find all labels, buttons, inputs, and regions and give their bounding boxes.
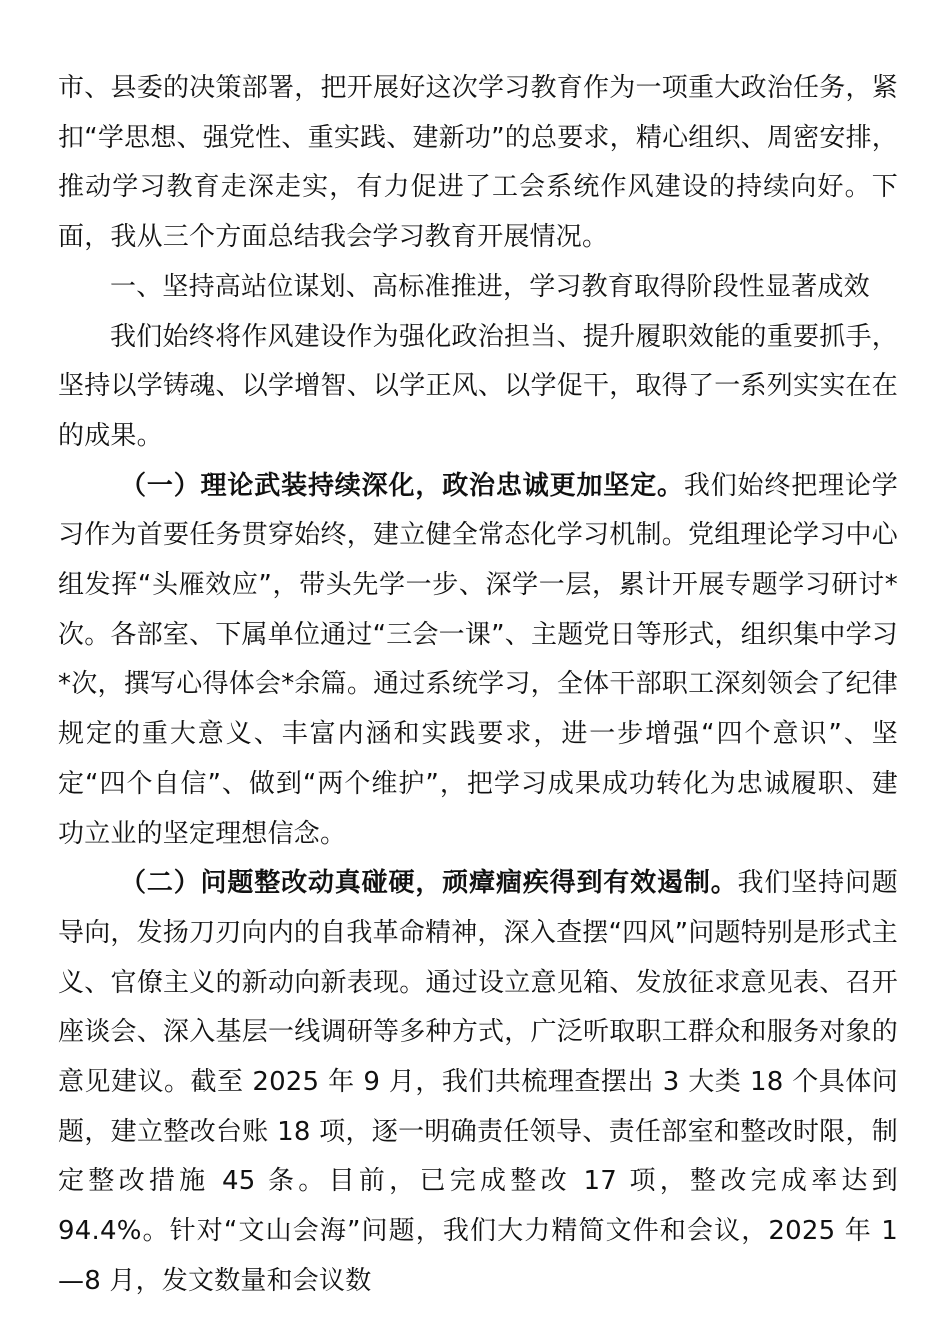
document-page (58, 64, 898, 1307)
subsection-body-1: 我们始终把理论学习作为首要任务贯穿始终，建立健全常态化学习机制。党组理论学习中心组发挥“头雁效应”，带头先学一步、深学一层，累计开展专题学习研讨*次。各部室、下属单位通过“三会一课”、主题党日等形式，组织集中学习*次，撰写心得体会*余篇。通过系统学习，全体干部职工深刻领会了纪律规定的重大意义、丰富内涵和实践要求，进一步增强“四个意识”、坚定“四个自信”、做到“两个维护”，把学习成果成功转化为忠诚履职、建功立业的坚定理想信念。 (58, 470, 898, 849)
section-body-paragraph: 我们始终将作风建设作为强化政治担当、提升履职效能的重要抓手，坚持以学铸魂、以学增智、以学正风、以学促干，取得了一系列实实在在的成果。 (58, 321, 898, 451)
subsection-paragraph-2 (58, 859, 898, 1306)
subsection-paragraph-1 (58, 462, 898, 860)
subsection-title-1: （一）理论武装持续深化，政治忠诚更加坚定。 (120, 470, 684, 501)
subsection-body-2: 我们坚持问题导向，发扬刀刃向内的自我革命精神，深入查摆“四风”问题特别是形式主义、官僚主义的新动向新表现。通过设立意见箱、发放征求意见表、召开座谈会、深入基层一线调研等多种方式，广泛听取职工群众和服务对象的意见建议。截至 2025 年 9 月，我们共梳理查摆出 3 大类 18 个具体问题，建立整改台账 18 项，逐一明确责任领导、责任部室和整改时限，制定整改措施 45 条。目前，已完成整改 17 项，整改完成率达到 94.4%。针对“文山会海”问题，我们大力精简文件和会议，2025 年 1—8 月，发文数量和会议数 (58, 868, 898, 1296)
subsection-title-2: （二）问题整改动真碰硬，顽瘴痼疾得到有效遏制。 (120, 868, 738, 899)
section-heading: 一、坚持高站位谋划、高标准推进，学习教育取得阶段性显著成效 (110, 271, 870, 302)
intro-paragraph: 市、县委的决策部署，把开展好这次学习教育作为一项重大政治任务，紧扣“学思想、强党性、重实践、建新功”的总要求，精心组织、周密安排，推动学习教育走深走实，有力促进了工会系统作风建设的持续向好。下面，我从三个方面总结我会学习教育开展情况。 (58, 73, 898, 253)
